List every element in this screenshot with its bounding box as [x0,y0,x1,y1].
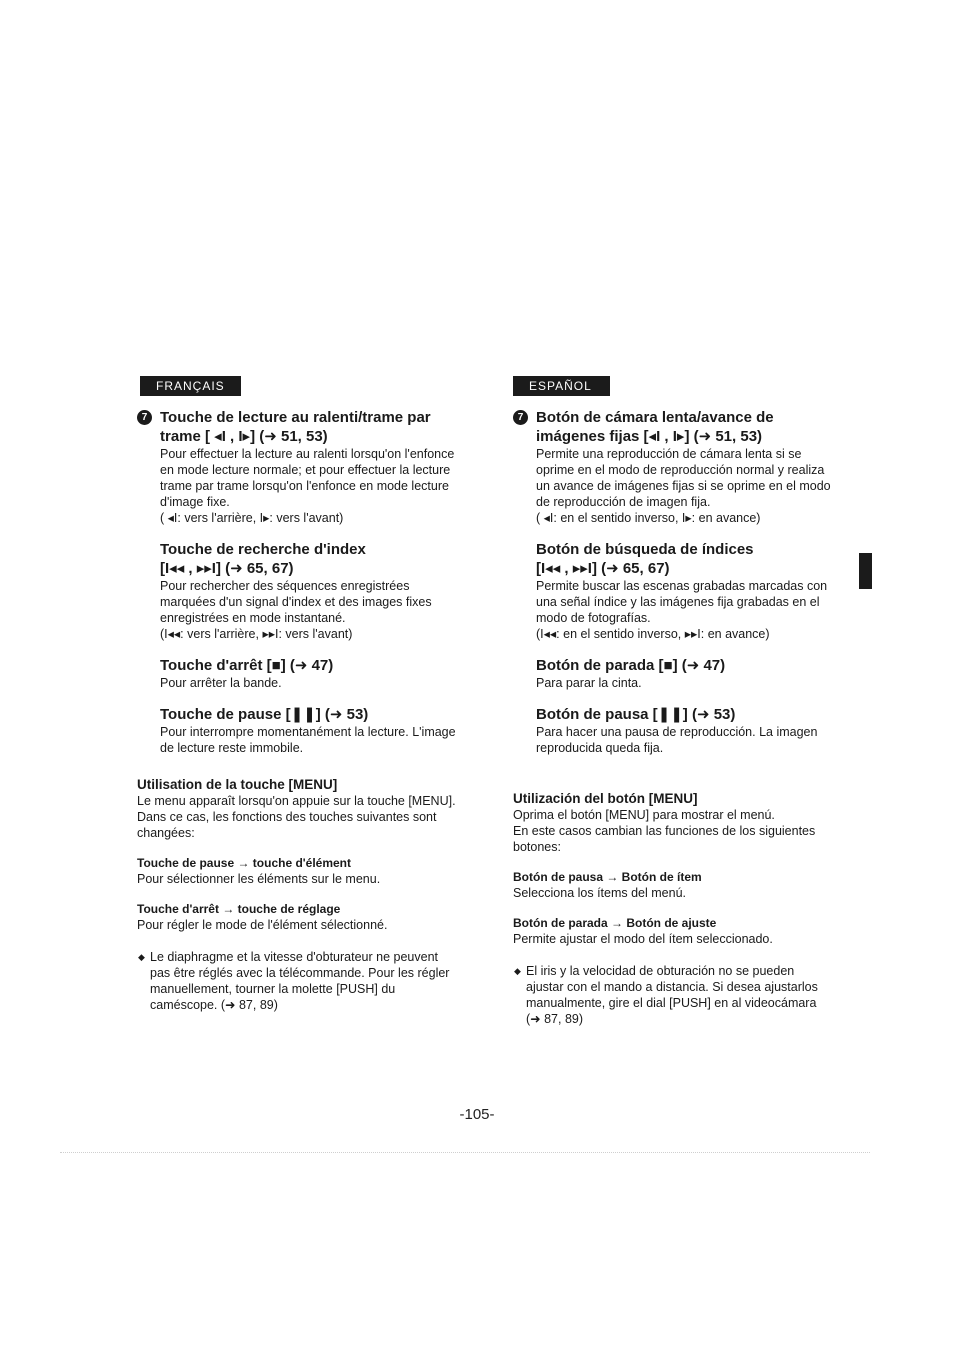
section-body: Para parar la cinta. [536,676,642,690]
section-body: Pour effectuer la lecture au ralenti lorsqu'on l'enfonce en mode lecture normale; et pour effectuer la lecture trame par trame lorsqu'on l'enfonce en mode lecture d'image fixe. ( ◂I: vers l'arrière, I▸: vers l'avant) [160,447,455,525]
note-es: ◆ El iris y la velocidad de obturación no se pueden ajustar con el mando a distancia. Si desea ajustarlos manualmente, gire el dial [PUSH] en al videocámara (➜ 87, 89) [514,964,818,1026]
stop-section-es [513,656,853,691]
pause-section-es [513,705,853,756]
note-fr: ◆ Le diaphragme et la vitesse d'obturateur ne peuvent pas être réglés avec la télécommande. Pour les régler manuellement, tourner la molette [PUSH] du caméscope. (➜ 87, 89) [138,950,450,1012]
menu-item-body: Pour sélectionner les éléments sur le menu. [137,872,381,886]
slow-motion-section-es [513,408,853,526]
section-title: Touche de recherche d'index [I◂◂ , ▸▸I] (➜ 65, 67) [160,541,366,577]
section-body: Permite buscar las escenas grabadas marcadas con una señal índice y las imágenes fija grabadas en el modo de fotografías. (I◂◂: en el sentido inverso, ▸▸I: en avance) [536,579,828,641]
menu-section-es [513,790,853,947]
index-search-section-es [513,540,853,642]
section-title: Botón de parada [■] (➜ 47) [536,657,726,674]
page-number: -105- [459,1106,495,1123]
language-badge-french: FRANÇAIS [140,376,241,396]
french-column [137,376,477,1013]
menu-title: Utilización del botón [MENU] [513,791,698,806]
section-title: Botón de pausa [❚❚] (➜ 53) [536,706,736,723]
stop-section-fr [137,656,477,691]
section-body: Pour interrompre momentanément la lecture. L'image de lecture reste immobile. [160,725,456,755]
number-7-icon: 7 [513,410,528,425]
section-body: Permite una reproducción de cámara lenta si se oprime en el modo de reproducción normal y realiza un avance de imágenes fijas si se oprime en el modo de reproducción de imagen fija. ( ◂I: en el sentido inverso, I▸: en avance) [536,447,831,525]
section-title: Touche de lecture au ralenti/trame par trame [ ◂I , I▸] (➜ 51, 53) [160,409,431,445]
section-body: Pour arrêter la bande. [160,676,282,690]
menu-item-body: Pour régler le mode de l'élément sélectionné. [137,918,388,932]
number-7-icon: 7 [137,410,152,425]
menu-item-title: Botón de parada → Botón de ajuste [513,916,717,930]
menu-body: Le menu apparaît lorsqu'on appuie sur la touche [MENU]. Dans ce cas, les fonctions des touches suivantes sont changées: [137,794,456,840]
menu-body: Oprima el botón [MENU] para mostrar el menú. En este casos cambian las funciones de los siguientes botones: [513,808,816,854]
section-body: Pour rechercher des séquences enregistrées marquées d'un signal d'index et des images fixes enregistrées en mode instantané. (I◂◂: vers l'arrière, ▸▸I: vers l'avant) [160,579,432,641]
diamond-bullet-icon: ◆ [514,966,521,976]
section-body: Para hacer una pausa de reproducción. La imagen reproducida queda fija. [536,725,818,755]
language-badge-spanish: ESPAÑOL [513,376,610,396]
diamond-bullet-icon: ◆ [138,952,145,962]
section-title: Botón de búsqueda de índices [I◂◂ , ▸▸I] (➜ 65, 67) [536,541,754,577]
section-title: Touche de pause [❚❚] (➜ 53) [160,706,369,723]
index-search-section-fr [137,540,477,642]
menu-item-body: Permite ajustar el modo del ítem seleccionado. [513,932,773,946]
menu-title: Utilisation de la touche [MENU] [137,777,338,792]
section-title: Touche d'arrêt [■] (➜ 47) [160,657,334,674]
menu-item-title: Botón de pausa → Botón de ítem [513,870,702,884]
pause-section-fr [137,705,477,756]
menu-item-body: Selecciona los ítems del menú. [513,886,687,900]
menu-item-title: Touche de pause → touche d'élément [137,856,352,870]
slow-motion-section-fr [137,408,477,526]
section-thumb-tab [859,553,872,589]
bottom-divider [60,1152,870,1153]
spanish-column [513,376,853,1027]
menu-item-title: Touche d'arrêt → touche de réglage [137,902,341,916]
menu-section-fr [137,776,477,933]
section-title: Botón de cámara lenta/avance de imágenes fijas [◂I , I▸] (➜ 51, 53) [536,409,774,445]
